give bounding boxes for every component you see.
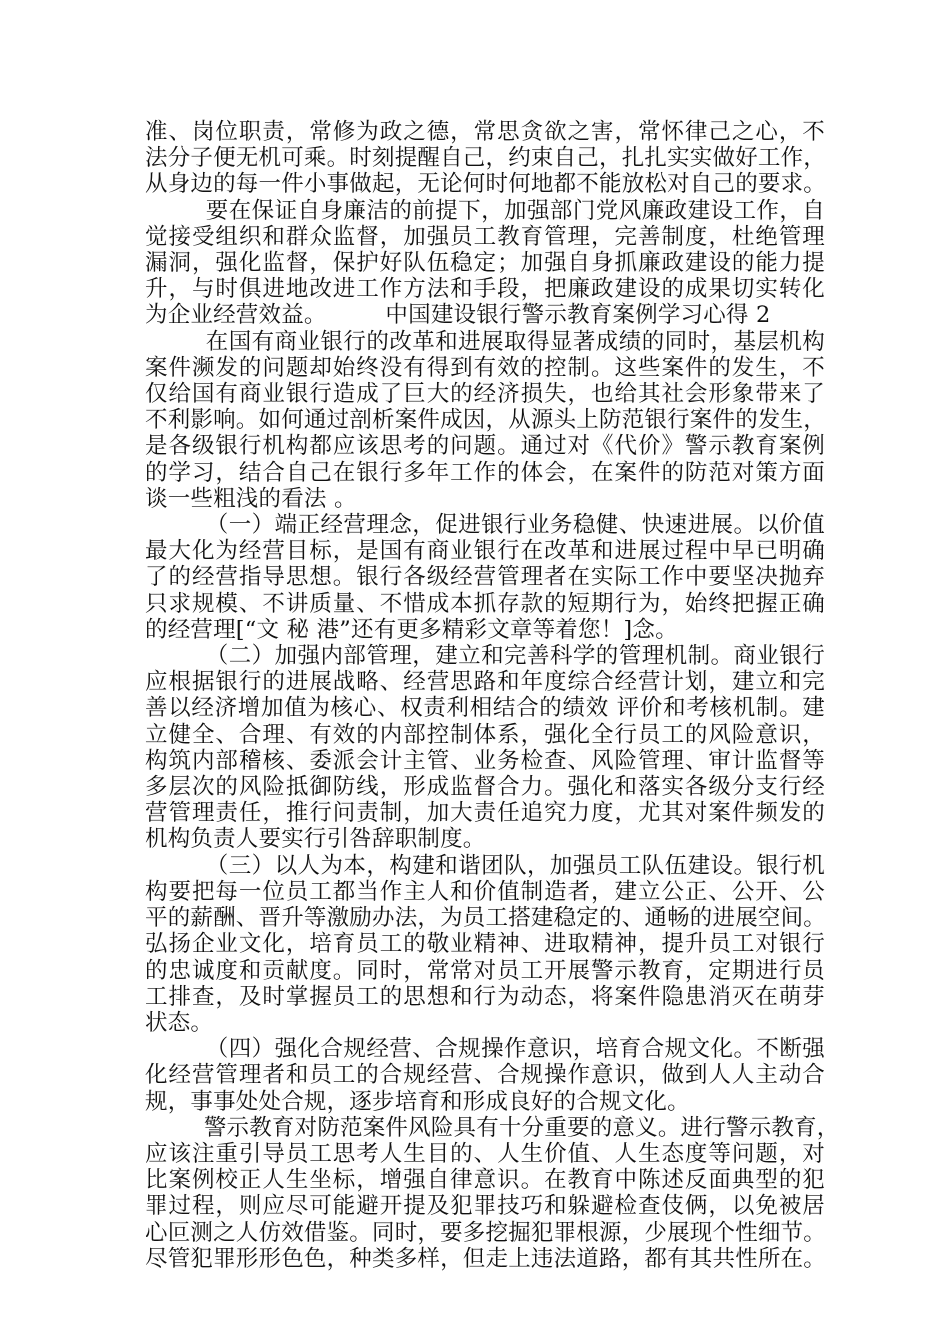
text-line: 不利影响。如何通过剖析案件成因，从源头上防范银行案件的发生， (145, 407, 827, 434)
text-line: 在国有商业银行的改革和进展取得显著成绩的同时，基层机构 (145, 328, 825, 355)
text-line: 漏洞，强化监督，保护好队伍稳定；加强自身抓廉政建设的能力提 (145, 250, 825, 277)
text-line: 构筑内部稽核、委派会计主管、业务检查、风险管理、审计监督等 (145, 747, 825, 774)
text-line: 最大化为经营目标，是国有商业银行在改革和进展过程中早已明确 (145, 538, 825, 565)
text-line: 的经营理[“文 秘 港”还有更多精彩文章等着您！]念。 (145, 616, 678, 643)
paragraph (145, 853, 825, 1036)
text-line: （二）加强内部管理，建立和完善科学的管理机制。商业银行 (145, 643, 825, 670)
text-line: 警示教育对防范案件风险具有十分重要的意义。进行警示教育， (145, 1114, 840, 1141)
text-line: 准、岗位职责，常修为政之德，常思贪欲之害，常怀律己之心，不 (145, 119, 825, 145)
text-line: 为企业经营效益。 中国建设银行警示教育案例学习心得 2 (145, 302, 771, 329)
text-line: （一）端正经营理念，促进银行业务稳健、快速进展。以价值 (145, 512, 825, 539)
paragraph (145, 119, 825, 198)
text-line: 状态。 (145, 1009, 214, 1036)
text-line: 化经营管理者和员工的合规经营、合规操作意识，做到人人主动合 (145, 1062, 825, 1089)
text-line: 要在保证自身廉洁的前提下，加强部门党风廉政建设工作，自 (145, 197, 825, 224)
text-line: 尽管犯罪形形色色，种类多样，但走上违法道路，都有其共性所在。 (145, 1245, 827, 1272)
text-line: 的学习，结合自己在银行多年工作的体会，在案件的防范对策方面 (145, 459, 825, 486)
text-line: 规，事事处处合规，逐步培育和形成良好的合规文化。 (145, 1088, 690, 1115)
text-line: 弘扬企业文化，培育员工的敬业精神、进取精神，提升员工对银行 (145, 931, 825, 958)
text-line: 谈一些粗浅的看法 。 (145, 485, 357, 512)
text-line: 只求规模、不讲质量、不惜成本抓存款的短期行为，始终把握正确 (145, 590, 825, 617)
text-line: （四）强化合规经营、合规操作意识，培育合规文化。不断强 (145, 1036, 825, 1063)
paragraph (145, 329, 825, 512)
text-line: 多层次的风险抵御防线，形成监督合力。强化和落实各级分支行经 (145, 774, 825, 801)
document-page (145, 119, 840, 1272)
text-line: 罪过程，则应尽可能避开提及犯罪技巧和躲避检查伎俩，以免被居 (145, 1193, 825, 1220)
text-line: 比案例校正人生坐标，增强自律意识。在教育中陈述反面典型的犯 (145, 1167, 825, 1194)
text-line: 应根据银行的进展战略、经营思路和年度综合经营计划，建立和完 (145, 669, 825, 696)
text-line: 心叵测之人仿效借鉴。同时，要多挖掘犯罪根源，少展现个性细节。 (145, 1219, 827, 1246)
text-line: 法分子便无机可乘。时刻提醒自己，约束自己，扎扎实实做好工作， (145, 145, 827, 172)
paragraph (145, 1114, 840, 1272)
paragraph (145, 643, 825, 853)
text-line: 工排查，及时掌握员工的思想和行为动态，将案件隐患消灭在萌芽 (145, 983, 825, 1010)
text-line: 善以经济增加值为核心、权责利相结合的绩效 评价和考核机制。建 (145, 695, 825, 722)
text-line: 觉接受组织和群众监督，加强员工教育管理，完善制度，杜绝管理 (145, 223, 825, 250)
text-line: 是各级银行机构都应该思考的问题。通过对《代价》警示教育案例 (145, 433, 825, 460)
text-line: 机构负责人要实行引咎辞职制度。 (145, 826, 486, 853)
paragraph (145, 1036, 825, 1115)
paragraph (145, 198, 825, 329)
text-line: 的忠诚度和贡献度。同时，常常对员工开展警示教育，定期进行员 (145, 957, 825, 984)
paragraph (145, 512, 825, 643)
text-line: 升，与时俱进地改进工作方法和手段，把廉政建设的成果切实转化 (145, 276, 825, 303)
text-line: 从身边的每一件小事做起，无论何时何地都不能放松对自己的要求。 (145, 171, 827, 198)
text-line: 了的经营指导思想。银行各级经营管理者在实际工作中要坚决抛弃 (145, 564, 825, 591)
text-line: 营管理责任，推行问责制，加大责任追究力度，尤其对案件频发的 (145, 800, 825, 827)
text-line: 应该注重引导员工思考人生目的、人生价值、人生态度等问题，对 (145, 1140, 825, 1167)
text-line: 仅给国有商业银行造成了巨大的经济损失，也给其社会形象带来了 (145, 381, 825, 408)
text-line: （三）以人为本，构建和谐团队，加强员工队伍建设。银行机 (145, 852, 825, 879)
text-line: 案件濒发的问题却始终没有得到有效的控制。这些案件的发生，不 (145, 354, 825, 381)
text-line: 构要把每一位员工都当作主人和价值制造者，建立公正、公开、公 (145, 878, 825, 905)
text-line: 立健全、合理、有效的内部控制体系，强化全行员工的风险意识， (145, 721, 825, 748)
text-line: 平的薪酬、晋升等激励办法，为员工搭建稳定的、通畅的进展空间。 (145, 905, 827, 932)
